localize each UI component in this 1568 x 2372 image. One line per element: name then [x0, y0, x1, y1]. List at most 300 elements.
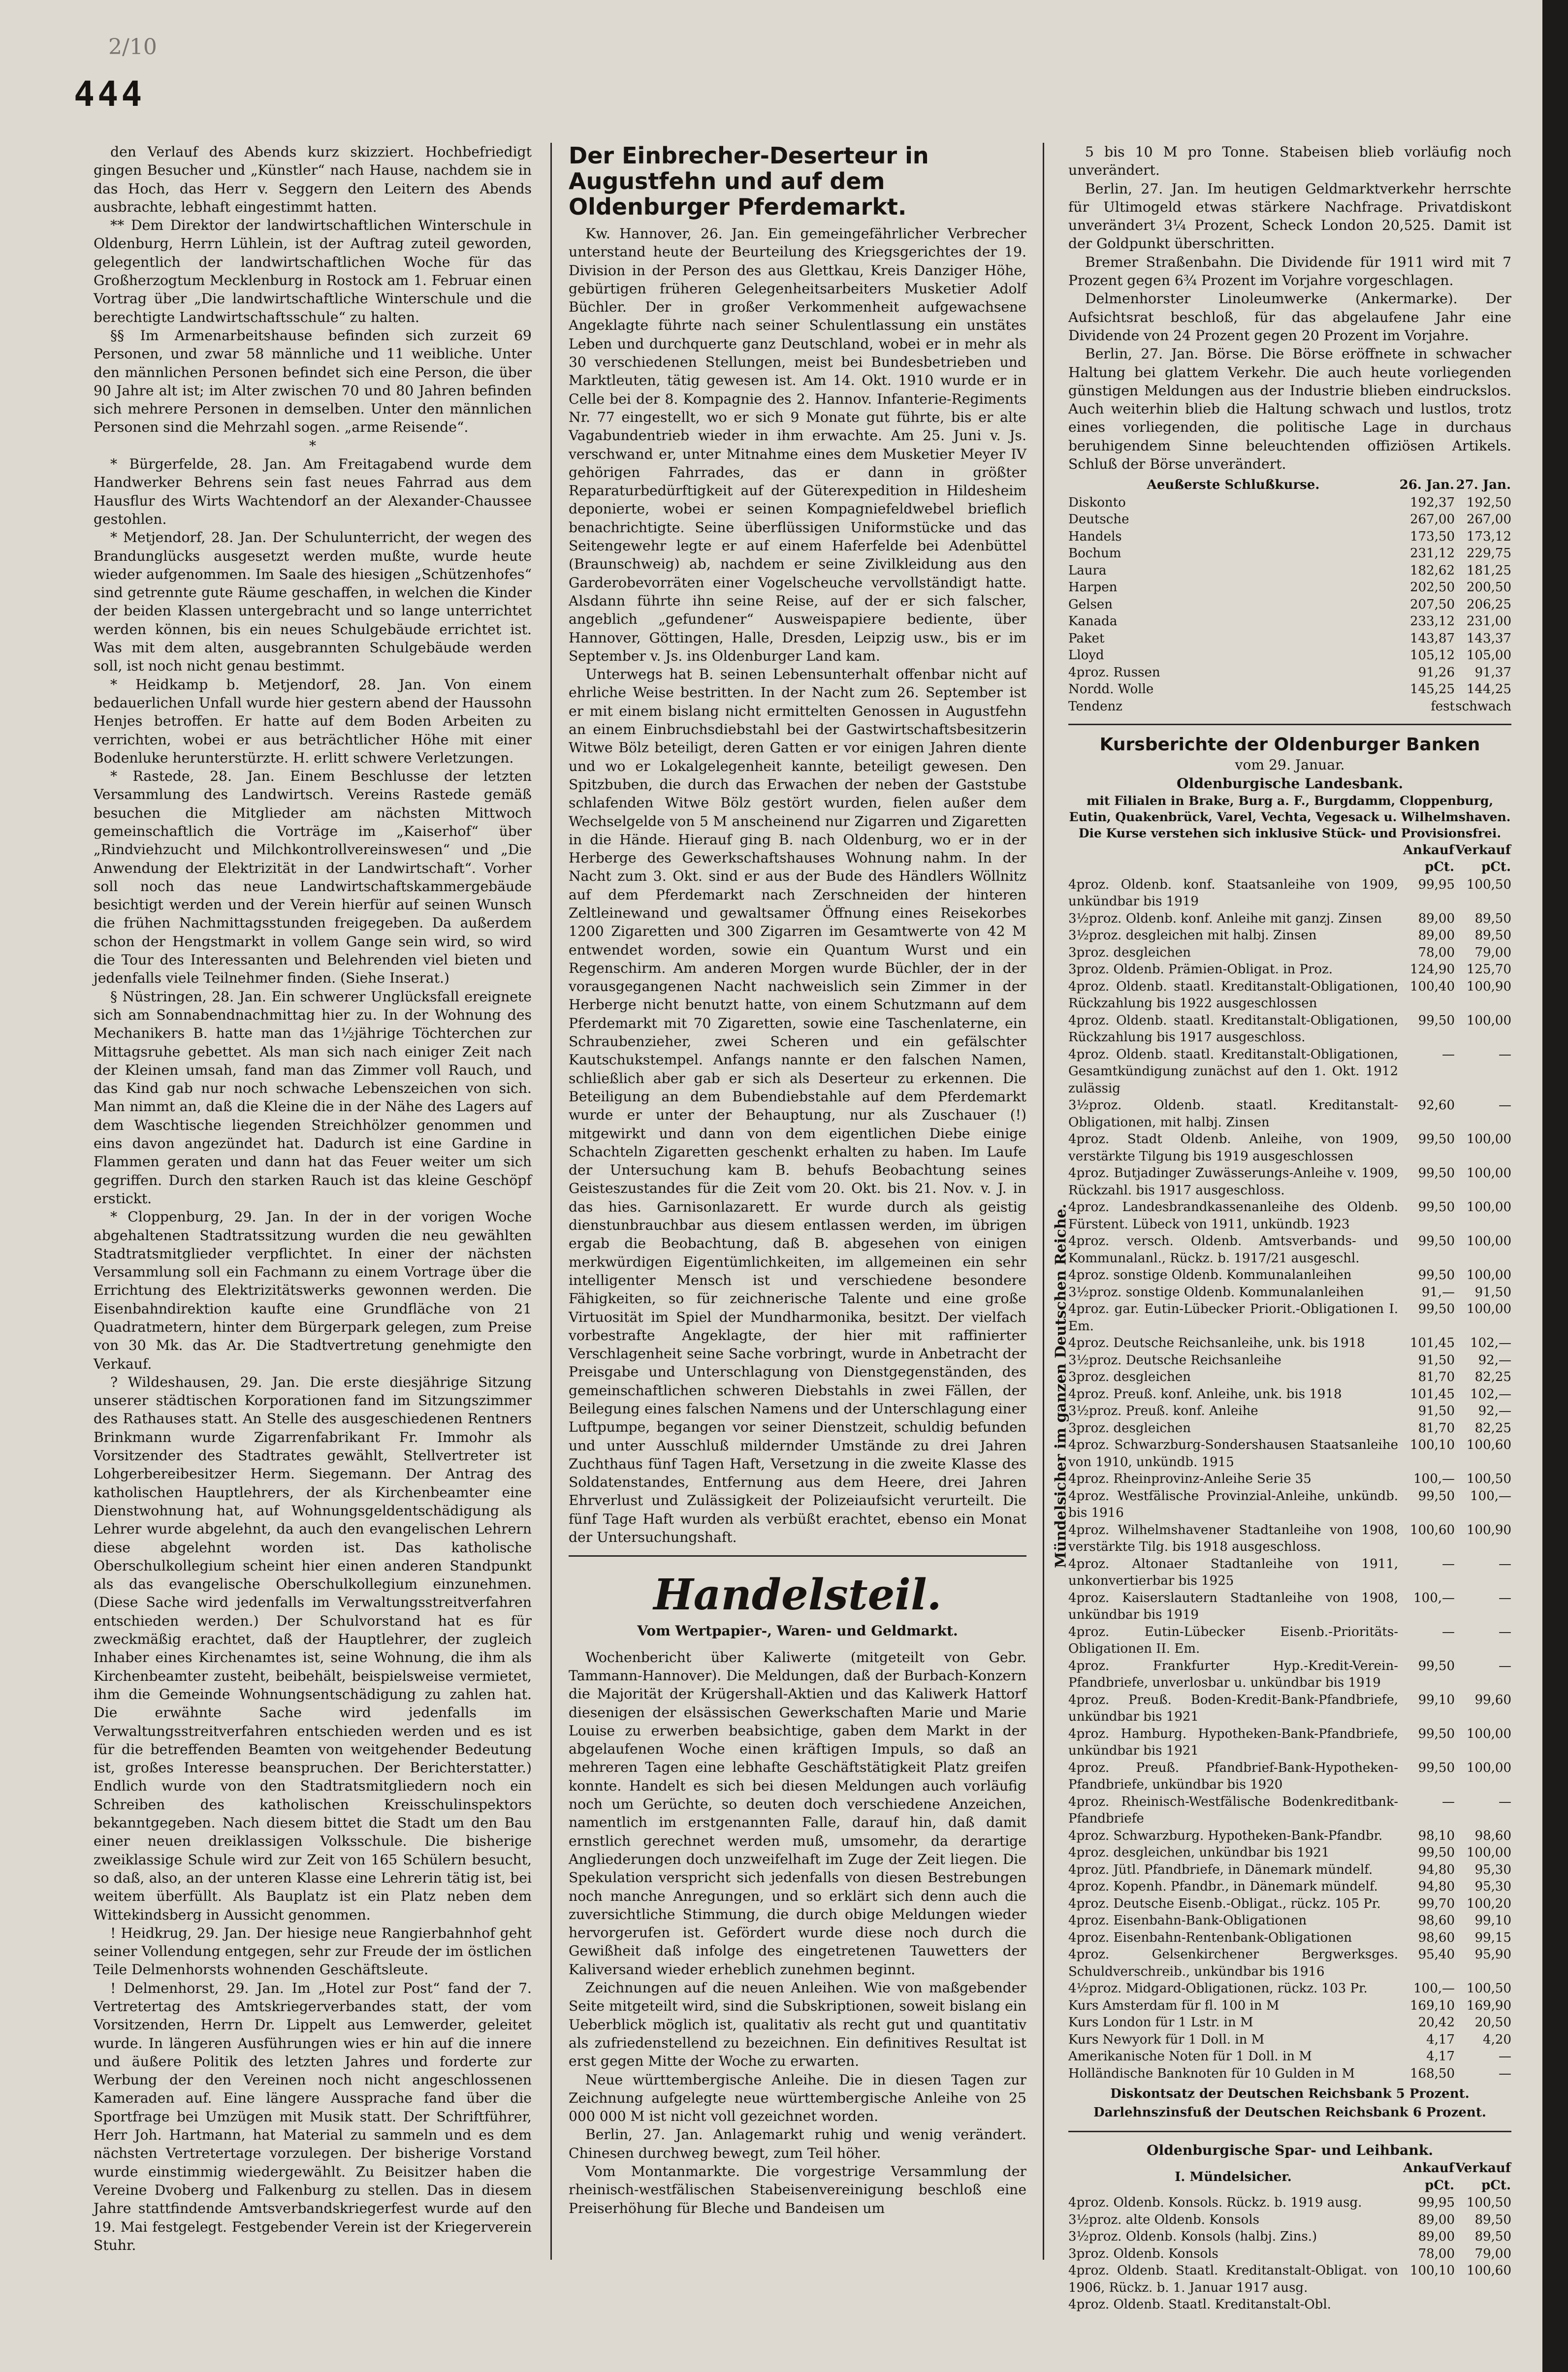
sell-price: 267,00 — [1467, 512, 1511, 527]
bank-quote-row — [1068, 1912, 1511, 1929]
closing-price-row — [1068, 528, 1511, 545]
buy-price: 98,60 — [1418, 1913, 1455, 1928]
bank-quote-row — [1068, 1352, 1511, 1369]
bank-name: Oldenburgische Landesbank. — [1176, 775, 1404, 792]
buy-price: 105,12 — [1410, 648, 1455, 663]
buy-price: 78,00 — [1418, 2246, 1455, 2261]
bank-quote-row — [1068, 1046, 1511, 1097]
security-name: 4proz. Butjadinger Zuwässerungs-Anleihe v. 1909, Rückzahl. bis 1917 ausgeschloss. — [1068, 1166, 1398, 1198]
buy-price: 100,10 — [1410, 2263, 1455, 2278]
bank-quote-row — [1068, 1233, 1511, 1267]
buy-price: 94,80 — [1418, 1862, 1455, 1877]
closing-price-row — [1068, 647, 1511, 664]
news-paragraph: ! Heidkrug, 29. Jan. Der hiesige neue Rangierbahnhof geht seiner Vollendung entgegen, sehr zur Freude der im östlichen Teile Delmenhorsts wohnenden Geschäftsleute. — [94, 1924, 532, 1978]
buy-price: 143,87 — [1410, 631, 1455, 646]
table-title: Aeußerste Schlußkurse. — [1147, 478, 1320, 493]
column-court-and-trade — [569, 143, 1026, 2265]
bank-quote-row — [1068, 2065, 1511, 2083]
sell-price: 91,37 — [1474, 665, 1511, 680]
security-name: 4proz. Rheinisch-Westfälische Bodenkreditbank-Pfandbriefe — [1068, 1794, 1398, 1827]
security-name: 3proz. desgleichen — [1068, 945, 1191, 960]
sell-price: — — [1499, 1794, 1511, 1809]
sell-price: 100,20 — [1467, 1896, 1511, 1911]
security-name: 4proz. Preuß. konf. Anleihe, unk. bis 1918 — [1068, 1386, 1342, 1402]
buy-price: 100,— — [1413, 1981, 1455, 1996]
trade-paragraph: Berlin, 27. Jan. Anlagemarkt ruhig und wenig verändert. Chinesen durchweg bewegt, zum Teil höher. — [569, 2126, 1026, 2161]
bank-quote-row — [1068, 1165, 1511, 1199]
sell-price: 92,— — [1478, 1404, 1511, 1419]
bank-quote-row — [1068, 944, 1511, 962]
closing-price-row — [1068, 630, 1511, 647]
sell-price: 95,30 — [1474, 1862, 1511, 1877]
news-paragraph: * Rastede, 28. Jan. Einem Beschlusse der letzten Versammlung des Landwirtsch. Vereins Rastede gemäß besuchen die Mitglieder am nächsten Mittwoch gemeinschaftlich die Vorträge im „Kaiserhof“ über „Rindviehzucht und Milchkontrollvereinswesen“ und „Die Anwendung der Elektrizität in der Landwirtschaft“. Vorher soll noch das neue Landwirtschaftskammergebäude besichtigt werden und der Verein hierfür auf seinen Wunsch die frühen Nachmittagsstunden freigegeben. Da außerdem schon der Hengstmarkt in vollem Gange sein wird, so wird die Tour des Interessanten und Belehrenden viel bieten und jedenfalls viele Teilnehmer finden. (Siehe Inserat.) — [94, 768, 532, 987]
sell-price: 89,50 — [1474, 928, 1511, 943]
buy-price: — — [1442, 1624, 1455, 1639]
kurs-title: Kursberichte der Oldenburger Banken — [1099, 735, 1480, 755]
security-name: Kurs Newyork für 1 Doll. in M — [1068, 2032, 1265, 2047]
security-name: 4proz. Stadt Oldenb. Anleihe, von 1909, verstärkte Tilgung bis 1919 ausgeschlossen — [1068, 1132, 1398, 1164]
bank-branches: mit Filialen in Brake, Burg a. F., Burgdamm, Cloppenburg, Eutin, Quakenbrück, Varel, Vechta, Vegesack u. Wilhelmshaven. Die Kurse verstehen sich inklusive Stück- und Provisionsfrei. — [1069, 793, 1511, 840]
section-subtitle: Vom Wertpapier-, Waren- und Geldmarkt. — [637, 1623, 958, 1639]
sell-price: — — [1499, 1098, 1511, 1113]
column-header-buy: Ankauf pCt. — [1403, 2161, 1454, 2193]
sell-price: 79,00 — [1474, 945, 1511, 960]
closing-price-row — [1068, 681, 1511, 698]
buy-price: 81,70 — [1418, 1420, 1455, 1436]
security-name: 3proz. desgleichen — [1068, 1420, 1191, 1436]
sell-price — [1455, 2296, 1511, 2313]
bank-quote-row — [1068, 1488, 1511, 1522]
sell-price: 82,25 — [1474, 1420, 1511, 1436]
sell-price: 100,50 — [1467, 2195, 1511, 2211]
security-name: 4proz. Wilhelmshavener Stadtanleihe von 1908, verstärkte Tilg. bis 1918 ausgeschloss. — [1068, 1522, 1398, 1555]
closing-price-row — [1068, 545, 1511, 562]
security-name: Lloyd — [1068, 648, 1104, 663]
bank-quote-row — [1068, 2048, 1511, 2065]
buy-price: 267,00 — [1410, 512, 1455, 527]
security-name: 4proz. Altonaer Stadtanleihe von 1911, unkonvertierbar bis 1925 — [1068, 1556, 1398, 1589]
security-name: 4proz. Oldenb. konf. Staatsanleihe von 1909, unkündbar bis 1919 — [1068, 877, 1398, 909]
security-name: 3½proz. desgleichen mit halbj. Zinsen — [1068, 928, 1317, 943]
security-name: Paket — [1068, 631, 1105, 646]
news-paragraph: * Metjendorf, 28. Jan. Der Schulunterricht, der wegen des Brandunglücks ausgesetzt werden mußte, wurde heute wieder aufgenommen. Im Saale des hiesigen „Schützenhofes“ sind getrennte gute Räume geschaffen, in welchen die Kinder der beiden Klassen untergebracht und so lange unterrichtet werden können, bis ein neues Schulgebäude errichtet ist. Was mit dem alten, ausgebrannten Schulgebäude werden soll, ist noch nicht genau bestimmt. — [94, 529, 532, 674]
bank-quote-row — [1068, 1844, 1511, 1861]
security-name: 4proz. Eisenbahn-Rentenbank-Obligationen — [1068, 1930, 1352, 1945]
bank-quote-row — [1068, 1997, 1511, 2015]
buy-price: 4,17 — [1426, 2032, 1455, 2047]
bank-quote-row — [1068, 1658, 1511, 1692]
sell-price: schwach — [1455, 699, 1511, 714]
sell-price: 100,00 — [1467, 1200, 1511, 1215]
buy-price: 100,10 — [1410, 1438, 1455, 1453]
sell-price: 102,— — [1470, 1386, 1511, 1402]
news-paragraph: ** Dem Direktor der landwirtschaftlichen Winterschule in Oldenburg, Herrn Lühlein, ist der Auftrag zuteil geworden, gelegentlich der landwirtschaftlichen Woche für das Großherzogtum Mecklenburg in Rostock am 1. Februar einen Vortrag über „Die landwirtschaftliche Winterschule und die berechtigte Landwirtschaftsschule“ zu halten. — [94, 217, 532, 325]
sparbank-quote-row — [1068, 2262, 1511, 2296]
buy-price: 94,80 — [1418, 1879, 1455, 1894]
security-name: 3½proz. Oldenb. konf. Anleihe mit ganzj. Zinsen — [1068, 911, 1382, 926]
buy-price: 81,70 — [1418, 1370, 1455, 1385]
buy-price: 231,12 — [1410, 546, 1455, 561]
buy-price: 99,50 — [1418, 1488, 1455, 1504]
security-name: 4proz. desgleichen, unkündbar bis 1921 — [1068, 1845, 1330, 1860]
buy-price: 91,50 — [1418, 1404, 1455, 1419]
buy-price: 99,50 — [1418, 1268, 1455, 1283]
discount-note: Diskontsatz der Deutschen Reichsbank 5 Prozent. Darlehnszinsfuß der Deutschen Reichsbank 6 Prozent. — [1093, 2086, 1486, 2120]
buy-price: 99,50 — [1418, 1166, 1455, 1181]
bank-quote-row — [1068, 1929, 1511, 1947]
sell-price: 100,00 — [1467, 1268, 1511, 1283]
bank-quote-row — [1068, 1420, 1511, 1437]
sell-price: 229,75 — [1467, 546, 1511, 561]
buy-price: 99,50 — [1418, 1200, 1455, 1215]
bank-quote-row — [1068, 1012, 1511, 1046]
sell-price: 89,50 — [1474, 2229, 1511, 2244]
security-name: 4proz. Preuß. Boden-Kredit-Bank-Pfandbriefe, unkündbar bis 1921 — [1068, 1692, 1398, 1725]
buy-price: 89,00 — [1418, 911, 1455, 926]
sell-price: 89,50 — [1474, 911, 1511, 926]
bank-quote-row — [1068, 1895, 1511, 1913]
news-paragraph: den Verlauf des Abends kurz skizziert. Hochbefriedigt gingen Besucher und „Künstler“ nach Hause, nachdem sie in das Hoch, das Herr v. Seggern den Leitern des Abends ausbrachte, lebhaft eingestimmt hatten. — [94, 144, 532, 215]
sell-price: 100,00 — [1467, 1845, 1511, 1860]
sell-price: 100,50 — [1467, 1472, 1511, 1487]
buy-price: 99,70 — [1418, 1896, 1455, 1911]
sparbank-quotes-table — [1068, 2159, 1511, 2313]
sell-price: 95,90 — [1474, 1947, 1511, 1962]
bank-quote-row — [1068, 1522, 1511, 1556]
news-paragraph: * Cloppenburg, 29. Jan. In der in der vorigen Woche abgehaltenen Stadtratssitzung wurden die neu gewählten Stadtratsmitglieder verpflichtet. In einer der nächsten Versammlung soll ein Fachmann zu einem Vortrage über die Errichtung des Elektrizitätswerks gewonnen werden. Die Eisenbahndirektion kaufte eine Grundfläche von 21 Quadratmetern, hinter dem Bürgerpark gelegen, zum Preise von 30 Mk. das Ar. Die Stadtvertretung genehmigte den Verkauf. — [94, 1209, 532, 1372]
buy-price: 207,50 — [1410, 597, 1455, 612]
buy-price: 91,26 — [1418, 665, 1455, 680]
security-name: Nordd. Wolle — [1068, 682, 1154, 697]
bank-quote-row — [1068, 1726, 1511, 1760]
sell-price: 99,60 — [1474, 1692, 1511, 1707]
security-name: 4proz. Oldenb. staatl. Kreditanstalt-Obligationen, Gesamtkündigung zunächst auf den 1. Okt. 1912 zulässig — [1068, 1047, 1398, 1096]
bank-quote-row — [1068, 1335, 1511, 1352]
closing-price-row — [1068, 579, 1511, 596]
divider — [1068, 724, 1511, 725]
sell-price: 231,00 — [1467, 614, 1511, 629]
security-name: 3½proz. Deutsche Reichsanleihe — [1068, 1352, 1281, 1368]
sell-price: 89,50 — [1474, 2212, 1511, 2227]
column-header-buy: Ankauf pCt. — [1403, 842, 1454, 875]
bank-quote-row — [1068, 1760, 1511, 1794]
trade-paragraph: Neue württembergische Anleihe. Die in diesen Tagen zur Zeichnung aufgelegte neue württembergische Anleihe von 25 000 000 M ist nicht voll gezeichnet worden. — [569, 2071, 1026, 2125]
security-name: Harpen — [1068, 580, 1118, 595]
bank-quote-row — [1068, 1403, 1511, 1420]
headline: Der Einbrecher-Deserteur in Augustfehn und auf dem Oldenburger Pferdemarkt. — [569, 142, 929, 220]
buy-price: 233,12 — [1410, 614, 1455, 629]
column-local-news — [94, 143, 532, 2253]
security-name: 4proz. Preuß. Pfandbrief-Bank-Hypotheken-Pfandbriefe, unkündbar bis 1920 — [1068, 1760, 1398, 1793]
sell-price: 100,50 — [1467, 1981, 1511, 1996]
sell-price: 100,00 — [1467, 1760, 1511, 1775]
vertical-side-label: Mündelsicher im ganzen Deutschen Reiche. — [1052, 1203, 1070, 1569]
security-name: 4proz. Frankfurter Hyp.-Kredit-Verein-Pfandbriefe, unverlosbar u. unkündbar bis 1919 — [1068, 1658, 1398, 1691]
sell-price: 100,00 — [1467, 1166, 1511, 1181]
security-name: 4proz. Gelsenkirchener Bergwerksges. Schuldverschreib., unkündbar bis 1916 — [1068, 1947, 1398, 1979]
security-name: Diskonto — [1068, 495, 1126, 510]
trade-paragraph: Wochenbericht über Kaliwerte (mitgeteilt von Gebr. Tammann-Hannover). Die Meldungen, daß der Burbach-Konzern die Majorität der Krügershall-Aktien und das Kaliwerk Hattorf diesenigen der elsässischen Gewerkschaften Marie und Marie Louise zu erwerben beabsichtige, gaben dem Markt in der abgelaufenen Woche einen kräftigen Impuls, so daß an mehreren Tagen eine lebhafte Geschäftstätigkeit Platz greifen konnte. Handelt es sich bei diesen Meldungen auch vorläufig noch um Gerüchte, so deuten doch verschiedene Anzeichen, namentlich im erstgenannten Falle, darauf hin, daß damit ernstlich gerechnet werden muß, umsomehr, da derartige Angliederungen doch unzweifelhaft im Zuge der Zeit liegen. Die Spekulation verspricht sich jedenfalls von diesen Bestrebungen noch manche Anregungen, und so erklärt sich denn auch die zuversichtliche Stimmung, die durch obige Meldungen wieder hervorgerufen ist. Gefördert wurde diese noch durch die Gewißheit daß infolge des eingetretenen Tauwetters der Kaliversand wieder erheblich zunehmen beginnt. — [569, 1649, 1026, 1978]
buy-price: 99,50 — [1418, 1132, 1455, 1147]
bank-quote-row — [1068, 1267, 1511, 1284]
sparbank-quote-row — [1068, 2245, 1511, 2263]
sell-price: 102,— — [1470, 1336, 1511, 1351]
sell-price: — — [1499, 1590, 1511, 1605]
buy-price: 4,17 — [1426, 2049, 1455, 2064]
buy-price: — — [1442, 1556, 1455, 1571]
sell-price: 181,25 — [1467, 563, 1511, 578]
buy-price: 95,40 — [1418, 1947, 1455, 1962]
buy-price: 168,50 — [1410, 2066, 1455, 2081]
sparbank-quote-row — [1068, 2194, 1511, 2212]
security-name: 3½proz. Oldenb. staatl. Kreditanstalt-Obligationen, mit halbj. Zinsen — [1068, 1098, 1398, 1130]
security-name: 3½proz. Preuß. konf. Anleihe — [1068, 1404, 1258, 1419]
bank-quote-row — [1068, 1827, 1511, 1845]
buy-price: 99,95 — [1418, 2195, 1455, 2211]
buy-price: 99,50 — [1418, 1013, 1455, 1028]
sell-price: 92,— — [1478, 1352, 1511, 1368]
security-name: 4proz. Oldenb. Staatl. Kreditanstalt-Obligat. von 1906, Rückz. b. 1. Januar 1917 ausg. — [1068, 2263, 1398, 2295]
security-name: 3proz. Oldenb. Prämien-Obligat. in Proz. — [1068, 962, 1333, 977]
security-name: 4½proz. Midgard-Obligationen, rückz. 103 Pr. — [1068, 1981, 1368, 1996]
news-paragraph: * Bürgerfelde, 28. Jan. Am Freitagabend wurde dem Handwerker Behrens sein fast neues Fahrrad aus dem Hausflur des Wirts Wachtendorf an der Alexander-Chaussee gestohlen. — [94, 456, 532, 527]
security-name: 3½proz. alte Oldenb. Konsols — [1068, 2212, 1259, 2227]
buy-price: 91,50 — [1418, 1352, 1455, 1368]
sparbank-subtitle: I. Mündelsicher. — [1175, 2169, 1292, 2184]
security-name: 4proz. Oldenb. staatl. Kreditanstalt-Obligationen, Rückzahlung bis 1917 ausgeschloss. — [1068, 1013, 1398, 1045]
article-paragraph: Kw. Hannover, 26. Jan. Ein gemeingefährlicher Verbrecher unterstand heute der Beurteilung des Kriegsgerichtes der 19. Division in der Person des aus Glettkau, Kreis Danziger Höhe, gebürtigen früheren Gelegenheitsarbeiters Musketier Adolf Büchler. Der in großer Verkommenheit aufgewachsene Angeklagte führte nach seiner Schulentlassung ein unstätes Leben und durchquerte ganz Deutschland, wobei er in mehr als 30 verschiedenen Stellungen, meist bei Bundesbetrieben und Marktleuten, tätig gewesen ist. Am 14. Okt. 1910 wurde er in Celle bei der 8. Kompagnie des 2. Hannov. Infanterie-Regiments Nr. 77 eingestellt, wo er sich 9 Monate gut führte, bis er alte Vagabundentrieb wieder in ihm erwachte. Am 25. Juni v. Js. verschwand er, unter Mitnahme eines dem Musketier Meyer IV gehörigen Fahrrades, das er dann in größter Reparaturbedürftigkeit auf der Güterexpedition in Hildesheim deponierte, wobei er seinen Kompagniefeldwebel brieflich benachrichtigte. Seine überflüssigen Uniformstücke und das Seitengewehr legte er auf einem Haferfelde bei Adenbüttel (Braunschweig) ab, nachdem er seine Zivilkleidung aus den Garderobevorräten einer Vogelscheuche vervollständigt hatte. Alsdann führte ihn seine Reise, auf der er sich falscher, angeblich „gefundener“ Ausweispapiere bediente, über Hannover, Göttingen, Halle, Dresden, Leipzig usw., bis er im September v. Js. ins Oldenburger Land kam. — [569, 225, 1026, 664]
buy-price: 99,50 — [1418, 1302, 1455, 1317]
buy-price: 98,10 — [1418, 1828, 1455, 1843]
buy-price: 169,10 — [1410, 1998, 1455, 2013]
buy-price: 89,00 — [1418, 2229, 1455, 2244]
sell-price: 20,50 — [1474, 2015, 1511, 2030]
security-name: 4proz. Jütl. Pfandbriefe, in Dänemark mündelf. — [1068, 1862, 1373, 1877]
column-header: 27. Jan. — [1456, 478, 1511, 493]
buy-price: 91,— — [1421, 1284, 1455, 1300]
security-name: 4proz. Rheinprovinz-Anleihe Serie 35 — [1068, 1472, 1312, 1487]
sell-price: — — [1499, 1624, 1511, 1639]
buy-price: 100,60 — [1410, 1522, 1455, 1538]
sell-price: 100,90 — [1467, 979, 1511, 994]
column-rule — [1043, 143, 1044, 2260]
divider — [1068, 2131, 1511, 2132]
sell-price: 144,25 — [1467, 682, 1511, 697]
sell-price: 4,20 — [1483, 2032, 1511, 2047]
security-name: Tendenz — [1068, 699, 1122, 714]
sell-price: 100,— — [1470, 1488, 1511, 1504]
buy-price: 89,00 — [1418, 2212, 1455, 2227]
bank-quote-row — [1068, 927, 1511, 944]
news-paragraph: §§ Im Armenarbeitshause befinden sich zurzeit 69 Personen, und zwar 58 männliche und 11 weibliche. Unter den männlichen Personen befindet sich eine Person, die über 90 Jahre alt ist; im Alter zwischen 70 und 80 Jahren befinden sich mehrere Personen in demselben. Unter den männlichen Personen sind die Mehrzahl sogen. „arme Reisende“. — [94, 327, 532, 436]
security-name: 4proz. Landesbrandkassenanleihe des Oldenb. Fürstent. Lübeck von 1911, unkündb. 1923 — [1068, 1200, 1398, 1232]
kurs-date: vom 29. Januar. — [1235, 757, 1345, 773]
security-name: 4proz. Schwarzburg-Sondershausen Staatsanleihe von 1910, unkündb. 1915 — [1068, 1438, 1398, 1470]
trade-paragraph: Zeichnungen auf die neuen Anleihen. Wie von maßgebender Seite mitgeteilt wird, sind die Subskriptionen, soweit bislang ein Ueberblick möglich ist, qualitativ als recht gut und quantitativ als zufriedenstellend zu bezeichnen. Ein definitives Resultat ist erst gegen Mitte der Woche zu erwarten. — [569, 1980, 1026, 2070]
sparbank-quote-row — [1068, 2212, 1511, 2229]
buy-price: 202,50 — [1410, 580, 1455, 595]
security-name: 4proz. Deutsche Eisenb.-Obligat., rückz. 105 Pr. — [1068, 1896, 1381, 1911]
sparbank-title: Oldenburgische Spar- und Leihbank. — [1146, 2142, 1434, 2159]
sell-price: 82,25 — [1474, 1370, 1511, 1385]
closing-price-row — [1068, 494, 1511, 512]
trade-reports — [569, 1648, 1026, 2217]
buy-price: 173,50 — [1410, 529, 1455, 544]
buy-price: 89,00 — [1418, 928, 1455, 943]
trade-paragraph: Vom Montanmarkte. Die vorgestrige Versammlung der rheinisch-westfälischen Stabeisenvereinigung beschloß eine Preiserhöhung für Bleche und Bandeisen um — [569, 2163, 1026, 2216]
buy-price: 99,50 — [1418, 1726, 1455, 1741]
buy-price: 145,25 — [1410, 682, 1455, 697]
security-name: 4proz. Oldenb. Konsols. Rückz. b. 1919 ausg. — [1068, 2195, 1362, 2211]
bank-quote-row — [1068, 1878, 1511, 1895]
bank-quote-row — [1068, 978, 1511, 1012]
bank-quotes-table — [1068, 841, 1511, 2083]
article-paragraph: Unterwegs hat B. seinen Lebensunterhalt offenbar nicht auf ehrliche Weise bestritten. In der Nacht zum 26. September ist er mit einem bislang nicht ermittelten Genossen in Augustfehn an einem Einbruchsdiebstahl bei der Gastwirtschaftsbesitzerin Witwe Bölz beteiligt, deren Gatten er vor einigen Jahren diente und wo er Lokalgelegenheit kannte, beteiligt gewesen. Den Spitzbuben, die durch das Erwachen der neben der Gaststube schlafenden Witwe Bölz gestört wurden, fielen außer dem Wechselgelde von 5 M anscheinend nur Zigarren und Zigaretten in die Hände. Hierauf ging B. nach Oldenburg, wo er in der Herberge des Gewerkschaftshauses Wohnung nahm. In der Nacht zum 3. Okt. sind er aus der Bude des Händlers Wöllnitz auf dem Pferdemarkt nach Zerschneiden der hinteren Zeltleinewand und gewaltsamer Öffnung eines Reisekorbes 1200 Zigaretten und 300 Zigarren im Gesamtwerte von 42 M entwendet worden, sowie ein Quantum Wurst und ein Regenschirm. Am anderen Morgen wurde Büchler, der in der vorausgegangenen Nacht nachweislich sein Zimmer in der Herberge nicht benutzt hatte, von einem Schutzmann auf dem Pferdemarkt mit 70 Zigaretten, sowie eine Taschenlaterne, ein Schraubenzieher, zwei Scheren und ein gefälschter Kautschukstempel. Anfangs nannte er den falschen Namen, schließlich aber gab er sich als Deserteur zu erkennen. Die Beteiligung an dem Bubendiebstahle auf dem Pferdemarkt wurde er unter der Behauptung, nur als Zuschauer (!) mitgewirkt und dann von dem eigentlichen Diebe einige Schachteln Zigaretten geschenkt erhalten zu haben. Im Laufe der Untersuchung kam B. behufs Beobachtung seines Geisteszustandes für die Zeit vom 20. Okt. bis 21. Nov. v. J. in das hies. Garnisonlazarett. Er wurde durch als geistig dienstunbrauchbar aus diesem entlassen werden, im übrigen ergab die Beobachtung, daß B. abgesehen von einigen merkwürdigen Eigentümlichkeiten, im allgemeinen ein sehr intelligenter Mensch ist und verschiedene besondere Fähigkeiten, so für zeichnerische Talente und eine große Virtuosität im Spiel der Mundharmonika, besitzt. Der vielfach vorbestrafte Angeklagte, der hier mit raffinierter Verschlagenheit seine Sache vorbringt, wurde in Anbetracht der Preisgabe und Unterschlagung von Dienstgegenständen, des gemeinschaftlichen schweren Diebstahls in zwei Fällen, der Beilegung eines falschen Namens und der Unterschlagung einer Luftpumpe, begangen vor seiner Dienstzeit, schuldig befunden und unter Ausschluß mildernder Umstände zu drei Jahren Zuchthaus fünf Tagen Haft, Versetzung in die zweite Klasse des Soldatenstandes, Entfernung aus dem Heere, drei Jahren Ehrverlust und Zulässigkeit der Polizeiaufsicht verurteilt. Die fünf Tage Haft wurden als verbüßt erachtet, ebenso ein Monat der Untersuchungshaft. — [569, 666, 1026, 1546]
security-name: 4proz. Eutin-Lübecker Eisenb.-Prioritäts-Obligationen II. Em. — [1068, 1624, 1398, 1657]
bank-quote-row — [1068, 1946, 1511, 1980]
sell-price: 143,37 — [1467, 631, 1511, 646]
market-notes — [1068, 143, 1511, 473]
sell-price: 100,00 — [1467, 1132, 1511, 1147]
news-paragraph: ! Delmenhorst, 29. Jan. Im „Hotel zur Post“ fand der 7. Vertretertag des Amtskriegerverbandes statt, der vom Vorsitzenden, Herrn Dr. Lippelt aus Lemwerder, geleitet wurde. In längeren Ausführungen wies er hin auf die innere und äußere Politik des letzten Jahres und forderte zur Werbung der den Vereinen noch nicht angeschlossenen Kameraden auf. Eine längere Aussprache fand über die Sportfrage bei Umzügen mit Musik statt. Der Schriftführer, Herr Joh. Hartmann, hat Material zu sammeln und es dem nächsten Vertretertage vorzulegen. Der bisherige Vorstand wurde einstimmig wiedergewählt. Zu Beisitzer haben die Vereine Dvoberg und Falkenburg zu stellen. Das in diesem Jahre stattfindende Amtsverbandskriegerfest wurde auf den 19. Mai festgelegt. Festgebender Verein ist der Kriegerverein Stuhr. — [94, 1980, 532, 2253]
column-header-sell: Verkauf pCt. — [1455, 2161, 1511, 2193]
security-name: 4proz. Kopenh. Pfandbr., in Dänemark mündelf. — [1068, 1879, 1378, 1894]
security-name: 3½proz. sonstige Oldenb. Kommunalanleihen — [1068, 1284, 1364, 1300]
divider — [569, 1555, 1026, 1557]
buy-price: 92,60 — [1418, 1098, 1455, 1113]
sparbank-quote-row — [1068, 2296, 1511, 2313]
buy-price: 99,10 — [1418, 1692, 1455, 1707]
sell-price: — — [1499, 2066, 1511, 2081]
sell-price: 105,00 — [1467, 648, 1511, 663]
closing-price-row — [1068, 613, 1511, 630]
closing-price-row — [1068, 562, 1511, 579]
bank-quote-row — [1068, 910, 1511, 928]
buy-price: — — [1442, 1794, 1455, 1809]
buy-price: 100,40 — [1410, 979, 1455, 994]
security-name: Deutsche — [1068, 512, 1129, 527]
sell-price: 100,00 — [1467, 1302, 1511, 1317]
news-paragraph: ? Wildeshausen, 29. Jan. Die erste diesjährige Sitzung unserer städtischen Korporationen fand im Sitzungszimmer des Rathauses statt. An Stelle des ausgeschiedenen Rentners Brinkmann wurde Zigarrenfabrikant Fr. Immohr als Vorsitzender des Stadtrates gewählt, Stellvertreter ist Lohgerbereibesitzer Herm. Siegemann. Der Antrag des katholischen Hauptlehrers, der als Kirchenbeamter eine Dienstwohnung hat, auf Wohnungsgeldentschädigung als Lehrer wurde abgelehnt, da auch den evangelischen Lehrern diese abgelehnt worden ist. Das katholische Oberschulkollegium scheint hier einen anderen Standpunkt als das evangelische Oberschulkollegium einzunehmen. (Diese Sache wird jedenfalls im Verwaltungsstreitverfahren entschieden werden.) Der Schulvorstand hat es für zweckmäßig erachtet, daß der Hauptlehrer, der zugleich Inhaber eines Kirchenamtes ist, seine Wohnung, die ihm als Kirchenbeamter zusteht, beibehält, beispielsweise vermietet, ihm die Gemeinde Wohnungsentschädigung zu zahlen hat. Die erwähnte Sache wird jedenfalls im Verwaltungsstreitverfahren entschieden werden und es ist für die betreffenden Beamten von weitgehender Bedeutung ist, großes Interesse beanspruchen. Der Berichterstatter.) Endlich wurde von den Stadtratsmitgliedern noch ein Schreiben des katholischen Kreisschulinspektors bekanntgegeben. Nach diesem bittet die Stadt um den Bau einer neuen dreiklassigen Volksschule. Die bisherige zweiklassige Schule wird zur Zeit von 165 Schülern besucht, so daß, also, an der unteren Klasse eine Lehrerin tätig ist, bei weitem überfüllt. Als Bauplatz ist ein Platz neben dem Wittekindsberg in Aussicht genommen. — [94, 1374, 532, 1923]
bank-quote-row — [1068, 1471, 1511, 1488]
security-name: 4proz. versch. Oldenb. Amtsverbands- und Kommunalanl., Rückz. b. 1917/21 ausgeschl. — [1068, 1234, 1398, 1266]
security-name: Handels — [1068, 529, 1122, 544]
buy-price: 99,95 — [1418, 877, 1455, 892]
closing-price-row — [1068, 511, 1511, 528]
market-paragraph: Berlin, 27. Jan. Im heutigen Geldmarktverkehr herrschte für Ultimogeld etwas stärkere Nachfrage. Privatdiskont unverändert 3¼ Prozent, Scheck London 20,525. Damit ist der Goldpunkt überschritten. — [1068, 180, 1511, 252]
news-paragraph: § Nüstringen, 28. Jan. Ein schwerer Unglücksfall ereignete sich am Sonnabendnachmittag hier zu. In der Wohnung des Mechanikers B. hatte man das 1½jährige Töchterchen zur Mittagsruhe gebettet. Als man sich nach einiger Zeit nach der Kleinen umsah, fand man das Zimmer voll Rauch, und das Kind gab nur noch schwache Lebenszeichen von sich. Man nimmt an, daß die Kleine die in der Nähe des Lagers auf dem Waschtische liegenden Streichhölzer genommen und eins davon angezündet hat. Dadurch ist eine Gardine in Flammen geraten und dann hat das Feuer weiter um sich gegriffen. Durch den starken Rauch ist das kleine Geschöpf erstickt. — [94, 988, 532, 1207]
buy-price — [1398, 2296, 1455, 2313]
sell-price: 200,50 — [1467, 580, 1511, 595]
sell-price: 91,50 — [1474, 1284, 1511, 1300]
buy-price: 99,50 — [1418, 1760, 1455, 1775]
scan-edge — [1542, 0, 1568, 2372]
column-market-quotes — [1068, 143, 1511, 2312]
market-paragraph: Berlin, 27. Jan. Börse. Die Börse eröffnete in schwacher Haltung bei glattem Verkehr. Die auch heute vorliegenden günstigen Meldungen aus der Industrie blieben eindruckslos. Auch weiterhin blieb die Haltung schwach und lustlos, trotz eines vorliegenden, die politische Lage in durchaus beruhigendem Sinne beleuchtenden offiziösen Artikels. Schluß der Börse unverändert. — [1068, 346, 1511, 473]
buy-price: 124,90 — [1410, 962, 1455, 977]
sell-price: 192,50 — [1467, 495, 1511, 510]
bank-quote-row — [1068, 876, 1511, 910]
security-name: 4proz. Russen — [1068, 665, 1160, 680]
buy-price: — — [1442, 1047, 1455, 1062]
closing-price-row — [1068, 664, 1511, 681]
bank-quote-row — [1068, 1590, 1511, 1624]
security-name: 4proz. sonstige Oldenb. Kommunalanleihen — [1068, 1268, 1352, 1283]
bank-quote-row — [1068, 1861, 1511, 1879]
column-header-sell: Verkauf pCt. — [1455, 842, 1511, 875]
security-name: Gelsen — [1068, 597, 1113, 612]
closing-prices-table — [1068, 476, 1511, 715]
sell-price: 173,12 — [1467, 529, 1511, 544]
bank-quote-row — [1068, 2031, 1511, 2049]
sell-price: 99,15 — [1474, 1930, 1511, 1945]
buy-price: 100,— — [1413, 1472, 1455, 1487]
security-name: 4proz. Hamburg. Hypotheken-Bank-Pfandbriefe, unkündbar bis 1921 — [1068, 1726, 1398, 1759]
bank-quote-row — [1068, 1301, 1511, 1335]
security-name: Kurs Amsterdam für fl. 100 in M — [1068, 1998, 1280, 2013]
security-name: Kanada — [1068, 614, 1118, 629]
security-name: 4proz. Eisenbahn-Bank-Obligationen — [1068, 1913, 1307, 1928]
buy-price: 101,45 — [1410, 1336, 1455, 1351]
security-name: Laura — [1068, 563, 1107, 578]
bank-quote-row — [1068, 1624, 1511, 1658]
bank-quote-row — [1068, 1369, 1511, 1386]
sell-price: 206,25 — [1467, 597, 1511, 612]
sell-price: 100,90 — [1467, 1522, 1511, 1538]
security-name: 4proz. Deutsche Reichsanleihe, unk. bis 1918 — [1068, 1336, 1365, 1351]
handwritten-mark: 2/10 — [108, 34, 157, 60]
bank-quote-row — [1068, 1199, 1511, 1233]
security-name: 3½proz. Oldenb. Konsols (halbj. Zins.) — [1068, 2229, 1317, 2244]
buy-price: fest — [1431, 699, 1455, 714]
bank-quote-row — [1068, 2014, 1511, 2031]
closing-price-row — [1068, 698, 1511, 715]
sell-price: 100,00 — [1467, 1726, 1511, 1741]
buy-price: 99,50 — [1418, 1234, 1455, 1249]
bank-quote-row — [1068, 1556, 1511, 1590]
sell-price: 100,50 — [1467, 877, 1511, 892]
security-name: Bochum — [1068, 546, 1121, 561]
sell-price: — — [1499, 1556, 1511, 1571]
sell-price: 99,10 — [1474, 1913, 1511, 1928]
column-rule — [550, 143, 552, 2260]
sell-price: 125,70 — [1467, 962, 1511, 977]
bank-quote-row — [1068, 961, 1511, 978]
buy-price: 20,42 — [1418, 2015, 1455, 2030]
security-name: Holländische Banknoten für 10 Gulden in M — [1068, 2066, 1355, 2081]
security-name: Amerikanische Noten für 1 Doll. in M — [1068, 2049, 1312, 2064]
bank-quote-row — [1068, 1794, 1511, 1827]
sell-price: 100,60 — [1467, 2263, 1511, 2278]
sell-price: 169,90 — [1467, 1998, 1511, 2013]
security-name: 4proz. Schwarzburg. Hypotheken-Bank-Pfandbr. — [1068, 1828, 1383, 1843]
sell-price: 100,60 — [1467, 1438, 1511, 1453]
buy-price: 182,62 — [1410, 563, 1455, 578]
security-name: 4proz. gar. Eutin-Lübecker Priorit.-Obligationen I. Em. — [1068, 1302, 1398, 1334]
column-header: 26. Jan. — [1399, 478, 1454, 493]
sparbank-quote-row — [1068, 2228, 1511, 2245]
market-paragraph: Bremer Straßenbahn. Die Dividende für 1911 wird mit 7 Prozent gegen 6¾ Prozent im Vorjahre vorgeschlagen. — [1068, 254, 1511, 289]
sell-price: — — [1499, 1658, 1511, 1673]
sell-price: 95,30 — [1474, 1879, 1511, 1894]
security-name: 4proz. Westfälische Provinzial-Anleihe, unkündb. bis 1916 — [1068, 1488, 1398, 1521]
bank-quote-row — [1068, 1097, 1511, 1131]
news-paragraph: * Heidkamp b. Metjendorf, 28. Jan. Von einem bedauerlichen Unfall wurde hier gestern abend der Haussohn Henjes betroffen. Er hatte auf dem Boden Arbeiten zu verrichten, wobei er aus beträchtlicher Höhe mit einer Bodenluke herunterstürzte. H. erlitt schwere Verletzungen. — [94, 676, 532, 766]
bank-quote-row — [1068, 1386, 1511, 1403]
security-name: 4proz. Oldenb. Staatl. Kreditanstalt-Obl. — [1068, 2297, 1331, 2312]
security-name: 3proz. desgleichen — [1068, 1370, 1191, 1385]
buy-price: 78,00 — [1418, 945, 1455, 960]
